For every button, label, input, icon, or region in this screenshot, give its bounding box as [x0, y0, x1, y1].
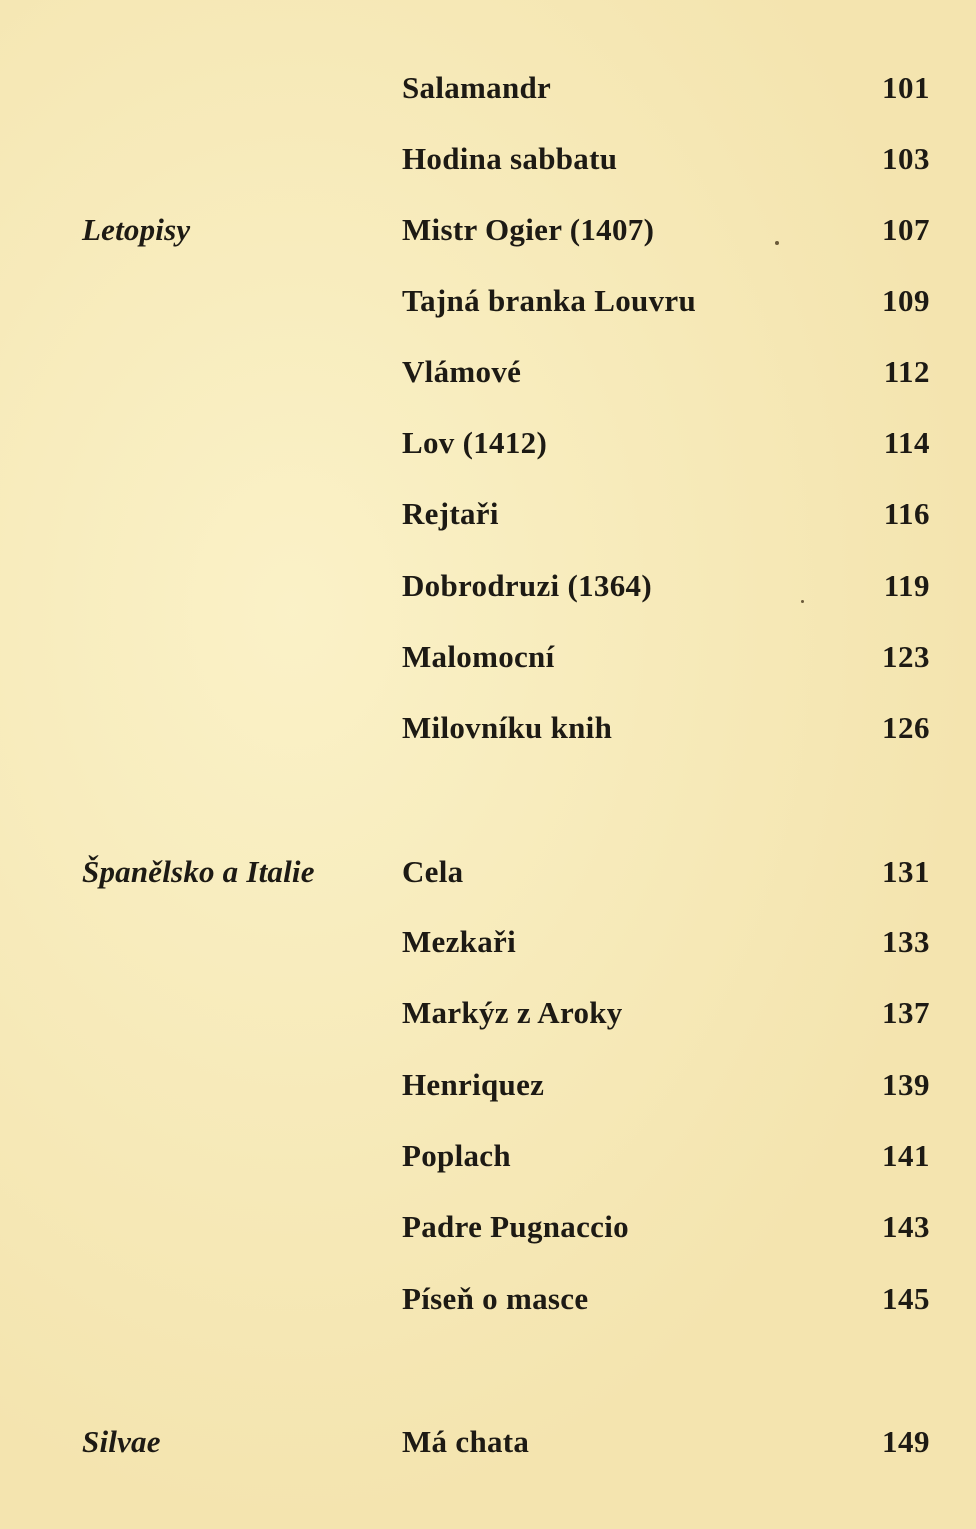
toc-entry-title: Píseň o masce — [402, 1281, 589, 1316]
toc-entry-title: Vlámové — [402, 354, 522, 389]
toc-entry-page: 116 — [883, 496, 930, 531]
section-heading-spanelsko-a-italie: Španělsko a Italie — [82, 854, 315, 889]
toc-entry-page: 131 — [882, 854, 930, 889]
toc-entry-page: 137 — [882, 995, 930, 1030]
toc-entry-title: Cela — [402, 854, 464, 889]
toc-entry-page: 143 — [882, 1209, 930, 1244]
toc-entry-page: 139 — [882, 1067, 930, 1102]
toc-entry-page: 103 — [882, 141, 930, 176]
toc-entry-page: 123 — [882, 639, 930, 674]
toc-entry-title: Dobrodruzi (1364) — [402, 568, 652, 603]
toc-entry-title: Henriquez — [402, 1067, 545, 1102]
toc-entry-title: Malomocní — [402, 639, 555, 674]
toc-entry-title: Milovníku knih — [402, 710, 613, 745]
toc-entry-title: Tajná branka Louvru — [402, 283, 696, 318]
ink-speck — [775, 241, 779, 245]
toc-entry-page: 112 — [883, 354, 930, 389]
toc-entry-page: 109 — [882, 283, 930, 318]
toc-entry-page: 149 — [882, 1424, 930, 1459]
toc-entry-page: 114 — [883, 425, 930, 460]
toc-entry-title: Mistr Ogier (1407) — [402, 212, 655, 247]
toc-entry-page: 133 — [882, 924, 930, 959]
section-heading-letopisy: Letopisy — [82, 212, 191, 247]
toc-entry-title: Mezkaři — [402, 924, 516, 959]
toc-entry-title: Lov (1412) — [402, 425, 548, 460]
toc-entry-title: Markýz z Aroky — [402, 995, 623, 1030]
toc-entry-title: Poplach — [402, 1138, 511, 1173]
section-heading-silvae: Silvae — [82, 1424, 161, 1459]
toc-entry-page: 145 — [882, 1281, 930, 1316]
toc-entry-page: 107 — [882, 212, 930, 247]
toc-entry-page: 101 — [882, 70, 930, 105]
toc-entry-page: 119 — [883, 568, 930, 603]
toc-entry-title: Hodina sabbatu — [402, 141, 618, 176]
toc-entry-title: Padre Pugnaccio — [402, 1209, 629, 1244]
toc-entry-title: Salamandr — [402, 70, 552, 105]
toc-entry-page: 141 — [882, 1138, 930, 1173]
toc-entry-page: 126 — [882, 710, 930, 745]
toc-entry-title: Rejtaři — [402, 496, 499, 531]
ink-speck — [801, 600, 804, 603]
toc-entry-title: Má chata — [402, 1424, 530, 1459]
